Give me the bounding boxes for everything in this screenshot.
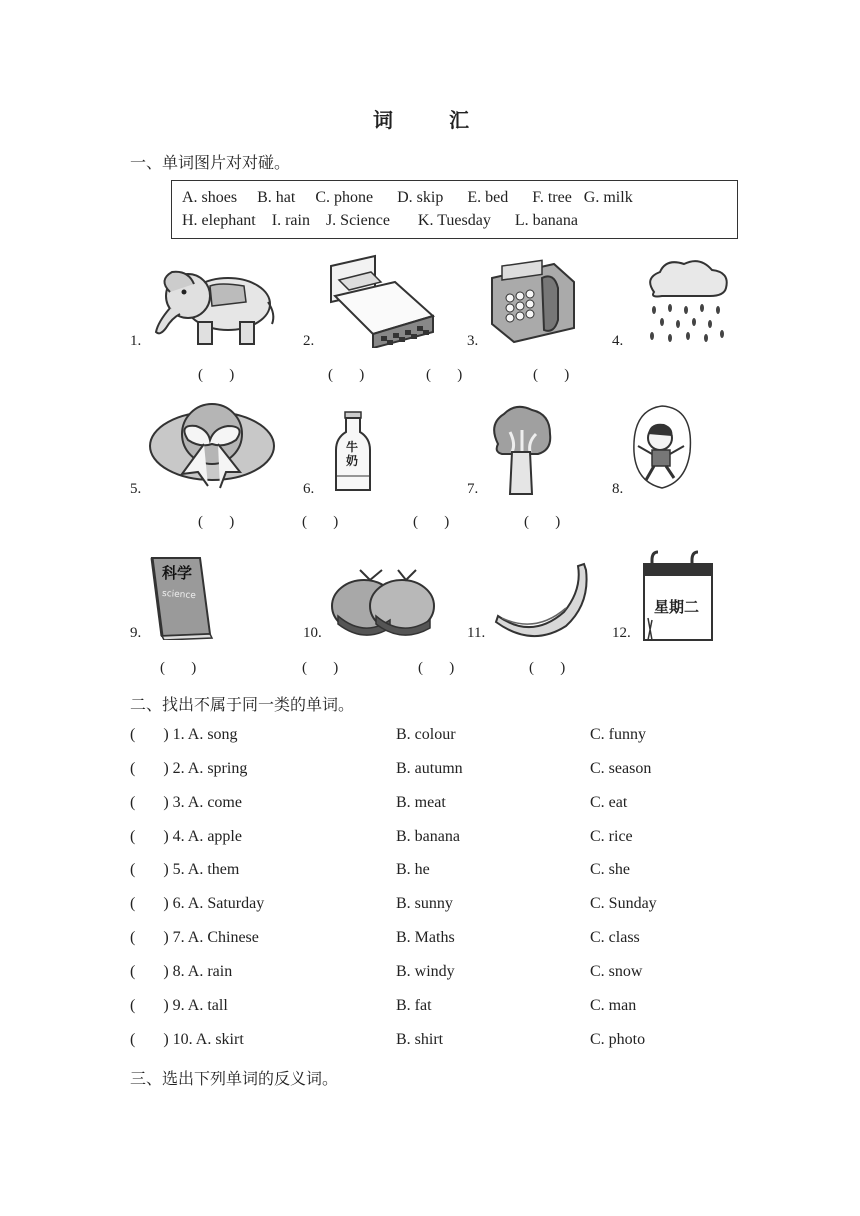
bottle-label: 牛奶 <box>346 440 359 468</box>
question-option-a: ( ) 4. A. apple <box>130 828 242 845</box>
question-row <box>130 895 730 917</box>
question-option-a: ( ) 3. A. come <box>130 794 242 811</box>
section2-heading: 二、找出不属于同一类的单词。 <box>130 695 355 714</box>
question-option-c: C. photo <box>590 1031 646 1048</box>
question-row <box>130 861 730 883</box>
question-option-b: B. autumn <box>396 760 463 777</box>
answer-blank[interactable]: ( ) <box>198 514 235 530</box>
item-number: 9. <box>130 625 142 641</box>
section1-heading: 一、单词图片对对碰。 <box>130 153 291 172</box>
question-option-a: ( ) 9. A. tall <box>130 997 228 1014</box>
question-option-c: C. class <box>590 929 640 946</box>
question-option-a: ( ) 7. A. Chinese <box>130 929 259 946</box>
rain-cloud-picture <box>640 258 732 344</box>
question-option-c: C. man <box>590 997 637 1014</box>
bed-picture <box>325 252 437 348</box>
answer-blank[interactable]: ( ) <box>418 660 455 676</box>
item-number: 4. <box>612 333 624 349</box>
telephone-picture <box>488 258 578 346</box>
word-bank-line: H. elephant I. rain J. Science K. Tuesday L. banana <box>182 212 578 229</box>
answer-blank[interactable]: ( ) <box>533 367 570 383</box>
question-option-b: B. meat <box>396 794 446 811</box>
question-option-c: C. Sunday <box>590 895 657 912</box>
question-row <box>130 997 730 1019</box>
answer-blank[interactable]: ( ) <box>413 514 450 530</box>
question-row <box>130 929 730 951</box>
shoes-picture <box>330 562 436 638</box>
question-row <box>130 828 730 850</box>
question-row <box>130 726 730 748</box>
answer-blank[interactable]: ( ) <box>529 660 566 676</box>
question-option-b: B. banana <box>396 828 460 845</box>
question-option-c: C. eat <box>590 794 628 811</box>
item-number: 6. <box>303 481 315 497</box>
book-title: 科学 <box>162 564 193 582</box>
answer-blank[interactable]: ( ) <box>426 367 463 383</box>
skipping-boy-picture <box>628 402 696 492</box>
calendar-label: 星期二 <box>654 598 700 616</box>
book-subtitle: science <box>161 588 197 602</box>
question-option-b: B. sunny <box>396 895 453 912</box>
item-number: 1. <box>130 333 142 349</box>
question-option-c: C. funny <box>590 726 646 743</box>
item-number: 3. <box>467 333 479 349</box>
hat-picture <box>148 400 278 494</box>
question-row <box>130 963 730 985</box>
question-option-b: B. he <box>396 861 430 878</box>
section3-heading: 三、选出下列单词的反义词。 <box>130 1069 339 1088</box>
question-option-a: ( ) 1. A. song <box>130 726 238 743</box>
question-option-a: ( ) 10. A. skirt <box>130 1031 244 1048</box>
question-row <box>130 794 730 816</box>
question-option-b: B. shirt <box>396 1031 444 1048</box>
banana-picture <box>492 560 588 638</box>
answer-blank[interactable]: ( ) <box>302 660 339 676</box>
question-option-b: B. windy <box>396 963 455 980</box>
question-option-c: C. she <box>590 861 630 878</box>
question-option-a: ( ) 6. A. Saturday <box>130 895 265 912</box>
answer-blank[interactable]: ( ) <box>198 367 235 383</box>
answer-blank[interactable]: ( ) <box>160 660 197 676</box>
item-number: 10. <box>303 625 322 641</box>
question-row <box>130 1031 730 1053</box>
item-number: 12. <box>612 625 631 641</box>
question-option-a: ( ) 5. A. them <box>130 861 240 878</box>
word-bank-line: A. shoes B. hat C. phone D. skip E. bed F. tree G. milk <box>182 189 633 206</box>
question-option-b: B. fat <box>396 997 432 1014</box>
question-option-b: B. Maths <box>396 929 455 946</box>
tree-picture <box>488 404 554 496</box>
item-number: 11. <box>467 625 486 641</box>
answer-blank[interactable]: ( ) <box>302 514 339 530</box>
question-option-c: C. season <box>590 760 652 777</box>
elephant-picture <box>148 262 280 350</box>
page-title: 词 汇 <box>373 110 487 132</box>
question-option-a: ( ) 8. A. rain <box>130 963 233 980</box>
word-bank <box>171 180 738 239</box>
question-option-b: B. colour <box>396 726 456 743</box>
item-number: 5. <box>130 481 142 497</box>
item-number: 8. <box>612 481 624 497</box>
answer-blank[interactable]: ( ) <box>524 514 561 530</box>
question-row <box>130 760 730 782</box>
question-option-c: C. snow <box>590 963 643 980</box>
question-option-c: C. rice <box>590 828 633 845</box>
item-number: 2. <box>303 333 315 349</box>
item-number: 7. <box>467 481 479 497</box>
answer-blank[interactable]: ( ) <box>328 367 365 383</box>
question-option-a: ( ) 2. A. spring <box>130 760 248 777</box>
